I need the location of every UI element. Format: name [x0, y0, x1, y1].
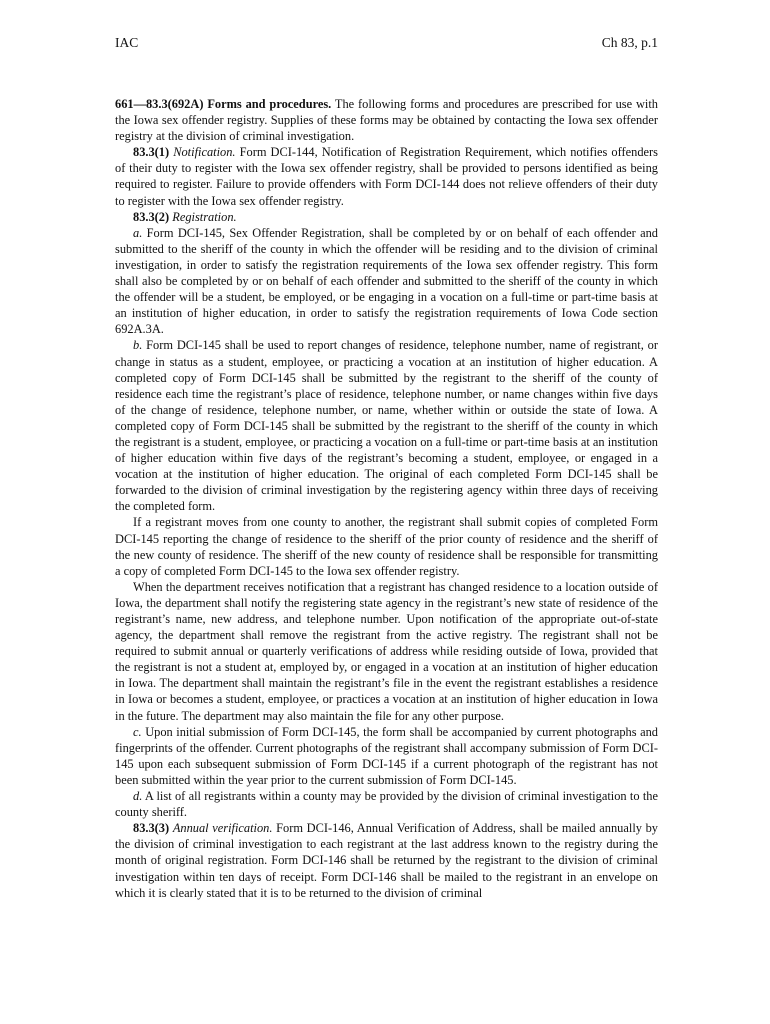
subrule-1-number: 83.3(1) — [133, 145, 170, 160]
page-header — [115, 35, 658, 53]
subrule-2-number: 83.3(2) — [133, 209, 170, 224]
paragraph-a-text: Form DCI-145, Sex Offender Registration, shall be completed by or on behalf of each offender and submitted to the sheriff of the county in which the offender will be residing and to the division of criminal investigation, in order to satisfy the registration requirements of the Iowa sex offender registry. This form shall also be completed by or on behalf of each offender and submitted to the sheriff of the county in which the offender will be a student, be employed, or be engaging in a vocation on a full-time or part-time basis at an institution of higher education, in order to satisfy the registration requirements of Iowa Code section 692A.3A. — [115, 225, 658, 337]
paragraph-d-label: d. — [133, 789, 143, 804]
subrule-2-heading — [115, 209, 658, 225]
paragraph-b — [115, 337, 658, 514]
rule-intro-paragraph — [115, 96, 658, 144]
paragraph-b-text: Form DCI-145 shall be used to report changes of residence, telephone number, name of registrant, or change in status as a student, employee, or practicing a vocation at an institution of higher education. A completed copy of Form DCI-145 shall be submitted by the registrant to the sheriff of the county of residence each time the registrant’s place of residence, telephone number, or name changes within five days of the change of residence, telephone number, or name, whether within or outside the state of Iowa. A completed copy of Form DCI-145 shall be submitted by the registrant to the sheriff of the county in which the registrant is a student, employee, or practicing a vocation on a full-time or part-time basis at an institution of higher education within five days of the registrant’s becoming a student, employee, or engaged in a vocation at the institution of higher education. The original of each completed Form DCI-145 shall be forwarded to the division of criminal investigation by the registering agency within three days of receiving the completed form. — [115, 338, 658, 514]
paragraph-d — [115, 788, 658, 820]
rule-title: Forms and procedures. — [207, 97, 332, 111]
paragraph-b-continued-2: When the department receives notification that a registrant has changed residence to a location outside of Iowa, the department shall notify the registering state agency in the registrant’s new state of residence of the registrant’s name, new address, and telephone number. Upon notification of the appropriate out-of-state agency, the department shall remove the registrant from the active registry. The registrant shall not be required to submit annual or quarterly verifications of address while residing outside of Iowa, provided that the registrant is not a student at, employed by, or engaged in a vocation at an institution of higher education in Iowa. The department shall maintain the registrant’s file in the event the registrant establishes a residence in Iowa or becomes a student, employee, or practices a vocation at an institution of higher education in Iowa in the future. The department may also maintain the file for any other purpose. — [115, 579, 658, 723]
subrule-3-number: 83.3(3) — [133, 821, 170, 836]
document-body — [115, 96, 658, 901]
paragraph-a — [115, 225, 658, 338]
paragraph-c-text: Upon initial submission of Form DCI-145, the form shall be accompanied by current photographs and fingerprints of the offender. Current photographs of the registrant shall accompany submission of Form DCI-145 upon each subsequent submission of Form DCI-145 if a current photograph of the registrant has not been submitted within the year prior to the current submission of Form DCI-145. — [115, 724, 658, 787]
subrule-1-paragraph — [115, 144, 658, 208]
header-page-number: Ch 83, p.1 — [601, 35, 658, 50]
paragraph-c-label: c. — [133, 724, 142, 739]
paragraph-b-label: b. — [133, 338, 143, 353]
subrule-1-text: Form DCI-144, Notification of Registration Requirement, which notifies offenders of their duty to register with the Iowa sex offender registry, shall be provided to persons identified as being required to register. Failure to provide offenders with Form DCI-144 does not relieve offenders of their duty to register with the Iowa sex offender registry. — [115, 145, 658, 208]
subrule-3-title: Annual verification. — [172, 821, 273, 836]
paragraph-c — [115, 724, 658, 788]
subrule-3-text: Form DCI-146, Annual Verification of Address, shall be mailed annually by the division of criminal investigation to each registrant at the last address known to the registry during the month of original registration. Form DCI-146 shall be returned by the registrant to the division of criminal investigation within ten days of receipt. Form DCI-146 shall be mailed to the registrant in an envelope on which it is clearly stated that it is to be returned to the division of criminal — [115, 821, 658, 900]
subrule-1-title: Notification. — [173, 145, 236, 160]
subrule-2-title: Registration. — [172, 209, 237, 224]
subrule-3-paragraph — [115, 820, 658, 900]
paragraph-a-label: a. — [133, 225, 143, 240]
paragraph-b-continued-1: If a registrant moves from one county to another, the registrant shall submit copies of completed Form DCI-145 reporting the change of residence to the sheriff of the prior county of residence and the sheriff of the new county of residence. The sheriff of the new county of residence shall be responsible for transmitting a copy of completed Form DCI-145 to the Iowa sex offender registry. — [115, 515, 658, 578]
header-left: IAC — [115, 35, 139, 50]
rule-number: 661—83.3(692A) — [115, 97, 204, 111]
rule-intro-text: The following forms and procedures are prescribed for use with the Iowa sex offender registry. Supplies of these forms may be obtained by contacting the Iowa sex offender registry at the division of criminal investigation. — [115, 97, 658, 144]
paragraph-d-text: A list of all registrants within a county may be provided by the division of criminal investigation to the county sheriff. — [115, 789, 658, 820]
